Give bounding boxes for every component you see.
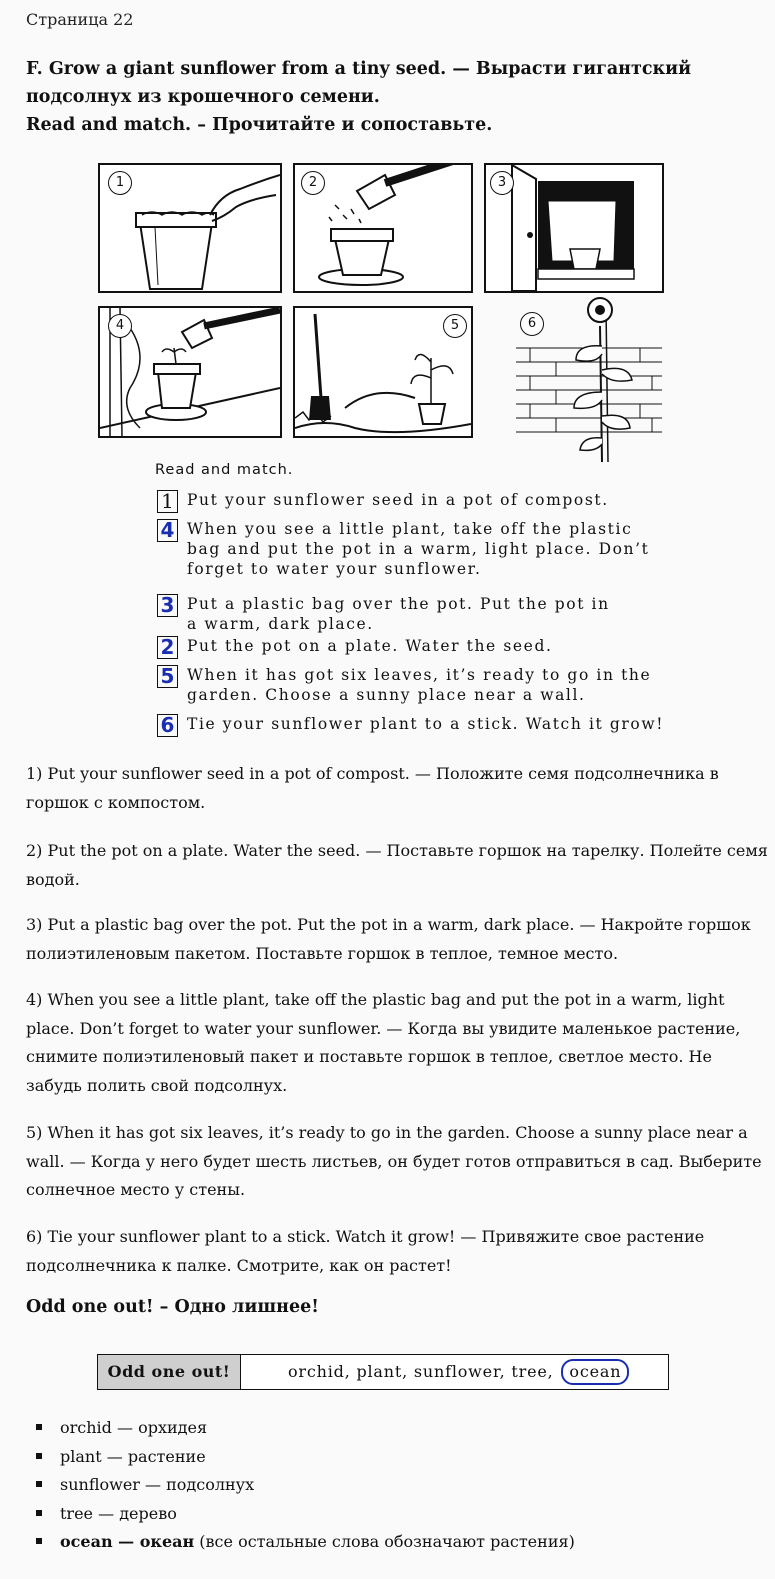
panel-number: 6 [520, 312, 544, 336]
vocab-translation: океан [139, 1532, 195, 1551]
bullet-icon [36, 1453, 42, 1459]
panel-number: 2 [301, 171, 325, 195]
paragraph-line: горшок с компостом. [26, 792, 206, 812]
translation-paragraph [26, 986, 751, 1100]
match-text-line: a warm, dark place. [187, 615, 374, 633]
vocab-term: orchid [60, 1418, 112, 1437]
match-text-line: bag and put the pot in a warm, light place. Don’t [187, 540, 650, 558]
panel-number: 3 [490, 171, 514, 195]
match-text-line: When it has got six leaves, it’s ready to go in the [187, 666, 652, 684]
panel-number: 1 [108, 171, 132, 195]
vocab-separator: — [101, 1446, 128, 1466]
paragraph-line: 6) Tie your sunflower plant to a stick. Watch it grow! — Привяжите свое растение [26, 1227, 705, 1246]
match-list [155, 490, 675, 740]
translation-paragraph [26, 1223, 751, 1280]
match-text-line: garden. Choose a sunny place near a wall. [187, 686, 586, 704]
odd-one-out-words [288, 1355, 629, 1389]
vocab-translation: дерево [119, 1503, 177, 1523]
answer-box: 5 [157, 665, 178, 688]
paragraph-line: 1) Put your sunflower seed in a pot of compost. — Положите семя подсолнечника в [26, 764, 719, 783]
vocab-term: plant [60, 1446, 102, 1466]
vocab-term: tree [60, 1503, 94, 1523]
vocab-term: sunflower [60, 1475, 140, 1494]
panel-3 [484, 163, 664, 293]
vocab-pair [60, 1447, 206, 1466]
bullet-icon [36, 1424, 42, 1430]
vocab-pair [60, 1475, 254, 1494]
vocab-pair [60, 1532, 194, 1551]
heading-line-1: F. Grow a giant sunflower from a tiny seed. — Вырасти гигантский [26, 59, 692, 79]
vocab-separator: — [139, 1475, 167, 1494]
vocab-pair [60, 1418, 207, 1437]
panel-1 [98, 163, 282, 293]
odd-one-out-box [97, 1354, 669, 1390]
paragraph-line: wall. — Когда у него будет шесть листьев, он будет готов отправиться в сад. Выберите [26, 1151, 762, 1171]
match-text-line: Put your sunflower seed in a pot of compost. [187, 491, 609, 509]
translation-paragraph [26, 1119, 762, 1205]
paragraph-line: 3) Put a plastic bag over the pot. Put the pot in a warm, dark place. — Накройте горшок [26, 915, 751, 934]
panel-5 [293, 306, 473, 438]
vocab-separator: — [112, 1532, 140, 1551]
vocab-separator: — [93, 1503, 120, 1523]
sunflower-illustration [98, 150, 668, 470]
answer-box: 3 [157, 594, 178, 617]
odd-one-out-label: Odd one out! [98, 1355, 241, 1389]
paragraph-line: 2) Put the pot on a plate. Water the seed. — Поставьте горшок на тарелку. Полейте семя [26, 841, 768, 860]
paragraph-line: place. Don’t forget to water your sunflower. — Когда вы увидите маленькое растение, [26, 1018, 741, 1038]
match-text-line: Put the pot on a plate. Water the seed. [187, 637, 553, 655]
match-text-line: Put a plastic bag over the pot. Put the pot in [187, 595, 610, 613]
paragraph-line: забудь полить свой подсолнух. [26, 1075, 288, 1095]
paragraph-line: снимите полиэтиленовый пакет и поставьте горшок в теплое, светлое место. Не [26, 1047, 712, 1066]
answer-box: 4 [157, 519, 178, 542]
paragraph-line: полиэтиленовым пакетом. Поставьте горшок в теплое, темное место. [26, 943, 619, 963]
vocab-item [26, 1528, 575, 1557]
heading-line-3: Read and match. – Прочитайте и сопоставьте. [26, 115, 493, 135]
vocab-item [26, 1414, 575, 1443]
bullet-icon [36, 1481, 42, 1487]
vocab-item [26, 1471, 575, 1500]
odd-one-out-heading: Odd one out! – Одно лишнее! [26, 1297, 319, 1317]
answer-box: 2 [157, 636, 178, 659]
circled-answer: ocean [561, 1359, 629, 1385]
paragraph-line: солнечное место у стены. [26, 1180, 246, 1199]
panel-2 [293, 163, 473, 293]
match-text-line: When you see a little plant, take off the plastic [187, 520, 633, 538]
page-label: Страница 22 [26, 10, 134, 29]
vocab-item [26, 1443, 575, 1472]
bullet-icon [36, 1510, 42, 1516]
answer-box: 1 [157, 490, 178, 513]
panel-4 [98, 306, 282, 438]
answer-box: 6 [157, 714, 178, 737]
paragraph-line: подсолнечника к палке. Смотрите, как он растет! [26, 1255, 452, 1275]
vocab-translation: орхидея [138, 1418, 208, 1437]
panel-number: 4 [108, 314, 132, 338]
heading-line-2: подсолнух из крошечного семени. [26, 87, 380, 107]
vocab-list [26, 1414, 575, 1557]
read-and-match-section [155, 462, 675, 488]
panel-6 [516, 296, 668, 466]
vocab-item [26, 1500, 575, 1529]
translation-paragraph [26, 760, 751, 817]
word-list: orchid, plant, sunflower, tree, [288, 1362, 554, 1381]
paragraph-line: 5) When it has got six leaves, it’s ready to go in the garden. Choose a sunny place near a [26, 1123, 748, 1142]
vocab-term: ocean [60, 1532, 113, 1551]
bullet-icon [36, 1538, 42, 1544]
translation-paragraph [26, 911, 751, 968]
translation-paragraph [26, 837, 768, 894]
panel-number: 5 [443, 314, 467, 338]
vocab-translation: подсолнух [166, 1475, 255, 1494]
read-and-match-title: Read and match. [155, 462, 294, 478]
exercise-heading [26, 55, 746, 139]
match-text-line: forget to water your sunflower. [187, 560, 482, 578]
vocab-separator: — [111, 1418, 139, 1437]
paragraph-line: 4) When you see a little plant, take off the plastic bag and put the pot in a warm, light [26, 990, 725, 1009]
vocab-note: (все остальные слова обозначают растения) [194, 1532, 575, 1551]
vocab-translation: растение [127, 1446, 206, 1466]
match-text-line: Tie your sunflower plant to a stick. Watch it grow! [187, 715, 665, 733]
vocab-pair [60, 1504, 177, 1523]
paragraph-line: водой. [26, 869, 80, 889]
